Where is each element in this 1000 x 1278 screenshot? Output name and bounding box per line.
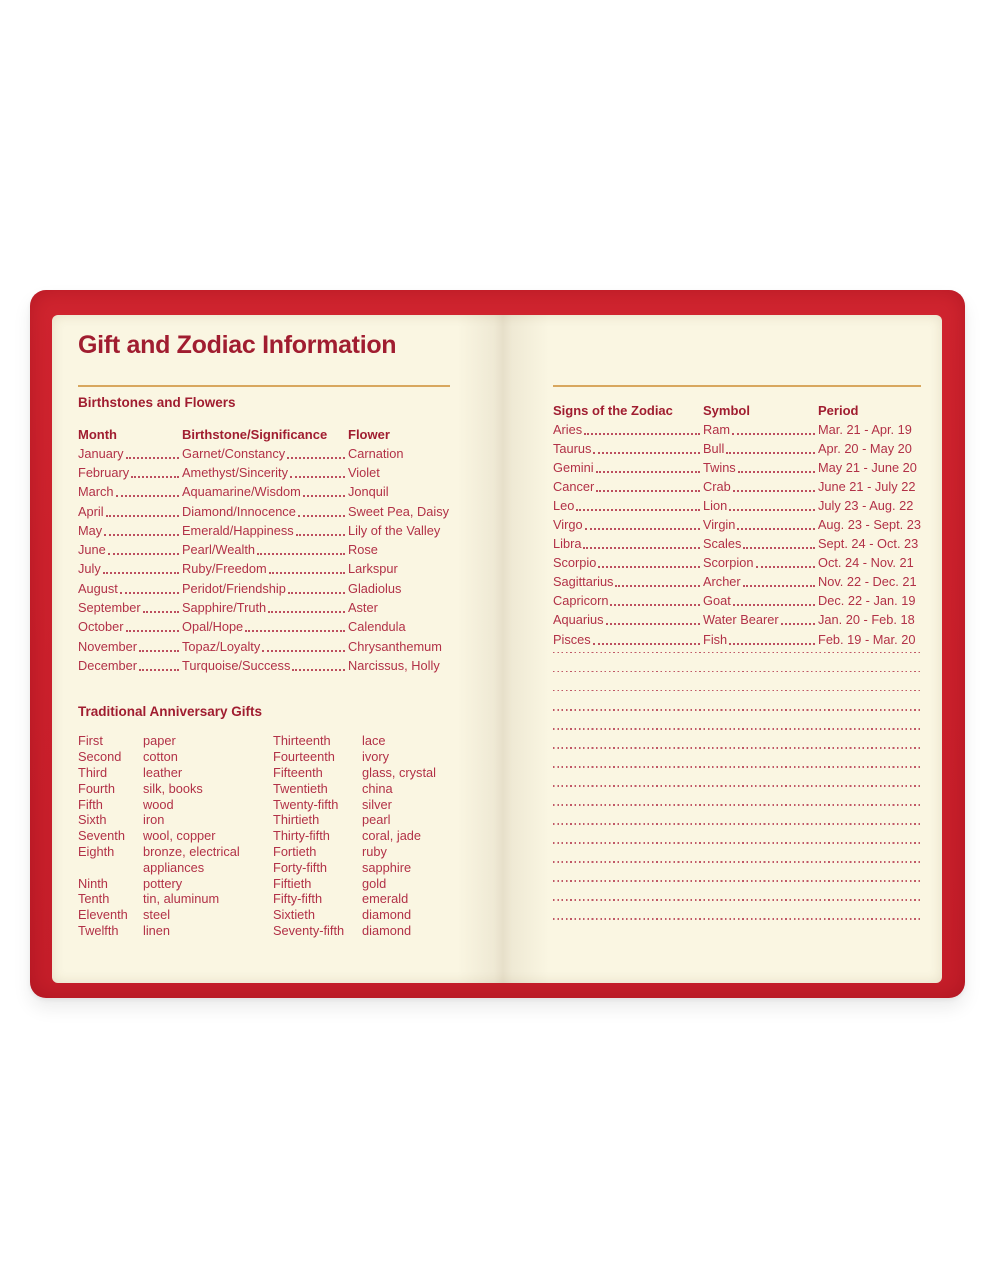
- dot-leader: [743, 573, 815, 587]
- anniversary-gift-row: [273, 797, 450, 813]
- dot-leader: [729, 631, 815, 645]
- period-cell: Nov. 22 - Dec. 21: [818, 574, 917, 590]
- birthstones-table: [78, 445, 450, 677]
- zodiac-row: [553, 535, 921, 554]
- dot-leader: [726, 440, 815, 454]
- symbol-cell: Lion: [703, 497, 818, 514]
- birthstone-row: [78, 638, 450, 657]
- zodiac-row: [553, 611, 921, 630]
- sign-cell: Aquarius: [553, 611, 703, 628]
- gold-rule-left: [78, 385, 450, 387]
- dot-leader: [743, 535, 815, 549]
- anniversary-gifts-column-2: [273, 733, 450, 938]
- birthstone-cell: Emerald/Happiness: [182, 522, 348, 539]
- dot-leader: [298, 503, 345, 517]
- zodiac-row: [553, 554, 921, 573]
- flower-cell: Narcissus, Holly: [348, 657, 440, 673]
- anniversary-ordinal: Fourth: [78, 780, 115, 796]
- symbol-cell: Fish: [703, 631, 818, 648]
- dot-leader: [131, 464, 179, 478]
- anniversary-gift: wool, copper: [143, 828, 216, 844]
- dot-leader: [781, 611, 815, 625]
- anniversary-ordinal: Thirty-fifth: [273, 828, 330, 844]
- anniversary-gift-row: [273, 733, 450, 749]
- anniversary-ordinal: Seventh: [78, 828, 125, 844]
- month-cell: October: [78, 618, 182, 635]
- dot-leader: [139, 657, 179, 671]
- sign-cell: Capricorn: [553, 592, 703, 609]
- gold-rule-right: [553, 385, 921, 387]
- zodiac-table-header: [553, 403, 921, 418]
- anniversary-ordinal: Thirteenth: [273, 733, 331, 749]
- anniversary-ordinal: Eighth: [78, 844, 115, 860]
- birthstone-row: [78, 541, 450, 560]
- anniversary-gift-row: [273, 907, 450, 923]
- dot-leader: [737, 516, 814, 530]
- dot-leader: [268, 599, 345, 613]
- anniversary-gift-row: [273, 828, 450, 844]
- anniversary-ordinal: Fiftieth: [273, 875, 312, 891]
- anniversary-ordinal: Twenty-fifth: [273, 796, 339, 812]
- anniversary-gift: paper: [143, 733, 176, 749]
- anniversary-ordinal: Fifteenth: [273, 765, 323, 781]
- anniversary-ordinal: Ninth: [78, 875, 108, 891]
- zodiac-row: [553, 459, 921, 478]
- dotted-writing-line: [553, 918, 921, 937]
- dot-leader: [738, 459, 815, 473]
- anniversary-gift: linen: [143, 923, 171, 938]
- dotted-writing-line: [553, 690, 921, 709]
- sign-cell: Gemini: [553, 459, 703, 476]
- symbol-cell: Water Bearer: [703, 611, 818, 628]
- anniversary-ordinal: Fortieth: [273, 844, 317, 860]
- dotted-writing-line: [553, 823, 921, 842]
- dot-leader: [296, 522, 345, 536]
- sign-cell: Cancer: [553, 478, 703, 495]
- ruled-lines: [553, 652, 921, 938]
- anniversary-heading: Traditional Anniversary Gifts: [78, 704, 263, 720]
- zodiac-row: [553, 631, 921, 650]
- anniversary-gift-row: [78, 733, 273, 749]
- anniversary-ordinal: Fifth: [78, 796, 103, 812]
- flower-cell: Chrysanthemum: [348, 638, 442, 654]
- period-cell: Dec. 22 - Jan. 19: [818, 593, 916, 609]
- dot-leader: [108, 541, 179, 555]
- dot-leader: [288, 580, 345, 594]
- dot-leader: [596, 478, 700, 492]
- anniversary-gift-row: [78, 923, 273, 939]
- anniversary-gift-row: [78, 765, 273, 781]
- anniversary-gift-row: [78, 749, 273, 765]
- sign-cell: Aries: [553, 421, 703, 438]
- flower-cell: Calendula: [348, 619, 406, 635]
- flower-cell: Rose: [348, 542, 378, 558]
- period-cell: July 23 - Aug. 22: [818, 498, 914, 514]
- anniversary-gift: sapphire: [362, 859, 412, 875]
- dot-leader: [610, 592, 700, 606]
- dot-leader: [732, 421, 815, 435]
- anniversary-gift: diamond: [362, 923, 412, 938]
- month-cell: June: [78, 541, 182, 558]
- month-cell: December: [78, 657, 182, 674]
- dot-leader: [733, 478, 815, 492]
- column-header-sign: Signs of the Zodiac: [553, 403, 673, 418]
- dot-leader: [116, 483, 179, 497]
- right-page: [553, 315, 921, 938]
- sign-cell: Libra: [553, 535, 703, 552]
- symbol-cell: Scorpion: [703, 554, 818, 571]
- zodiac-row: [553, 478, 921, 497]
- dotted-writing-line: [553, 709, 921, 728]
- sign-cell: Leo: [553, 497, 703, 514]
- birthstone-row: [78, 503, 450, 522]
- sign-cell: Sagittarius: [553, 573, 703, 590]
- anniversary-gift-row: [273, 781, 450, 797]
- dot-leader: [593, 631, 700, 645]
- dot-leader: [576, 497, 700, 511]
- zodiac-row: [553, 516, 921, 535]
- column-header-month: Month: [78, 426, 117, 442]
- anniversary-gift-row: [78, 781, 273, 797]
- birthstone-row: [78, 580, 450, 599]
- birthstone-cell: Topaz/Loyalty: [182, 638, 348, 655]
- birthstone-row: [78, 464, 450, 483]
- dotted-writing-line: [553, 671, 921, 690]
- symbol-cell: Ram: [703, 421, 818, 438]
- dot-leader: [598, 554, 700, 568]
- anniversary-ordinal: Third: [78, 765, 108, 781]
- dotted-writing-line: [553, 747, 921, 766]
- anniversary-gift: iron: [143, 812, 165, 828]
- birthstone-row: [78, 483, 450, 502]
- page-title: Gift and Zodiac Information: [78, 331, 397, 359]
- anniversary-ordinal: Twentieth: [273, 780, 328, 796]
- flower-cell: Sweet Pea, Daisy: [348, 503, 450, 519]
- anniversary-gift: pottery: [143, 875, 183, 891]
- birthstone-cell: Amethyst/Sincerity: [182, 464, 348, 481]
- month-cell: November: [78, 638, 182, 655]
- period-cell: Feb. 19 - Mar. 20: [818, 631, 916, 647]
- anniversary-gift-row: [273, 765, 450, 781]
- diary-book-red-cover: [30, 290, 965, 998]
- anniversary-ordinal: Fourteenth: [273, 749, 335, 765]
- zodiac-row: [553, 592, 921, 611]
- flower-cell: Jonquil: [348, 484, 389, 500]
- dot-leader: [615, 573, 700, 587]
- flower-cell: Violet: [348, 464, 380, 480]
- anniversary-gift-row: [273, 812, 450, 828]
- anniversary-gift-row: [78, 891, 273, 907]
- anniversary-gift: leather: [143, 765, 183, 781]
- period-cell: Oct. 24 - Nov. 21: [818, 555, 914, 571]
- month-cell: January: [78, 445, 182, 462]
- birthstone-cell: Peridot/Friendship: [182, 580, 348, 597]
- sign-cell: Pisces: [553, 631, 703, 648]
- anniversary-gift: emerald: [362, 891, 409, 907]
- zodiac-row: [553, 573, 921, 592]
- anniversary-ordinal: Thirtieth: [273, 812, 320, 828]
- dotted-writing-line: [553, 861, 921, 880]
- anniversary-gift-row: [273, 860, 450, 876]
- birthstone-row: [78, 618, 450, 637]
- sign-cell: Virgo: [553, 516, 703, 533]
- anniversary-gift: ivory: [362, 749, 390, 765]
- dotted-writing-line: [553, 785, 921, 804]
- dot-leader: [290, 464, 345, 478]
- anniversary-gift: gold: [362, 875, 387, 891]
- sign-cell: Scorpio: [553, 554, 703, 571]
- birthstone-cell: Aquamarine/Wisdom: [182, 483, 348, 500]
- column-header-symbol: Symbol: [703, 403, 750, 418]
- period-cell: Jan. 20 - Feb. 18: [818, 612, 915, 628]
- anniversary-gift-row: [273, 844, 450, 860]
- flower-cell: Lily of the Valley: [348, 522, 441, 538]
- dot-leader: [733, 592, 815, 606]
- symbol-cell: Virgin: [703, 516, 818, 533]
- flower-cell: Aster: [348, 600, 378, 616]
- anniversary-gift-row: [78, 844, 273, 876]
- period-cell: Aug. 23 - Sept. 23: [817, 517, 921, 533]
- anniversary-gift: glass, crystal: [362, 765, 436, 781]
- dotted-writing-line: [553, 766, 921, 785]
- dotted-writing-line: [553, 842, 921, 861]
- dot-leader: [126, 618, 179, 632]
- dot-leader: [756, 554, 815, 568]
- dot-leader: [245, 618, 345, 632]
- anniversary-gift-row: [78, 876, 273, 892]
- period-cell: May 21 - June 20: [818, 460, 917, 476]
- column-header-birthstone: Birthstone/Significance: [182, 426, 328, 442]
- birthstone-row: [78, 599, 450, 618]
- dot-leader: [606, 611, 700, 625]
- birthstone-cell: Pearl/Wealth: [182, 541, 348, 558]
- anniversary-ordinal: Second: [78, 749, 122, 765]
- period-cell: June 21 - July 22: [818, 479, 916, 495]
- symbol-cell: Archer: [703, 573, 818, 590]
- zodiac-row: [553, 440, 921, 459]
- month-cell: July: [78, 560, 182, 577]
- dot-leader: [269, 560, 345, 574]
- anniversary-ordinal: Sixth: [78, 812, 107, 828]
- dot-leader: [103, 560, 179, 574]
- dot-leader: [120, 580, 179, 594]
- anniversary-ordinal: Eleventh: [78, 907, 128, 923]
- birthstone-row: [78, 560, 450, 579]
- dot-leader: [583, 535, 700, 549]
- anniversary-gift: bronze, electrical appliances: [143, 844, 240, 875]
- dot-leader: [104, 522, 179, 536]
- anniversary-gift-row: [78, 828, 273, 844]
- open-diary-pages: [52, 315, 942, 983]
- column-header-flower: Flower: [348, 426, 390, 442]
- anniversary-gift: lace: [362, 733, 386, 749]
- birthstones-table-header: [78, 427, 450, 442]
- symbol-cell: Crab: [703, 478, 818, 495]
- dot-leader: [729, 497, 815, 511]
- period-cell: Apr. 20 - May 20: [818, 441, 912, 457]
- flower-cell: Larkspur: [348, 561, 398, 577]
- period-cell: Mar. 21 - Apr. 19: [818, 422, 912, 437]
- column-header-period: Period: [818, 403, 859, 418]
- anniversary-gift: wood: [143, 796, 174, 812]
- dot-leader: [143, 599, 179, 613]
- anniversary-gift-row: [78, 907, 273, 923]
- anniversary-gift-row: [273, 923, 450, 939]
- birthstone-row: [78, 445, 450, 464]
- dot-leader: [585, 516, 700, 530]
- anniversary-gift: steel: [143, 907, 171, 923]
- book-spine-gutter: [457, 315, 549, 983]
- anniversary-gift: pearl: [362, 812, 391, 828]
- anniversary-gift: silver: [362, 796, 392, 812]
- symbol-cell: Twins: [703, 459, 818, 476]
- anniversary-gift-row: [273, 876, 450, 892]
- symbol-cell: Goat: [703, 592, 818, 609]
- sign-cell: Taurus: [553, 440, 703, 457]
- dotted-writing-line: [553, 804, 921, 823]
- month-cell: April: [78, 503, 182, 520]
- anniversary-gift: diamond: [362, 907, 412, 923]
- zodiac-table: [553, 421, 921, 650]
- birthstone-cell: Sapphire/Truth: [182, 599, 348, 616]
- anniversary-gift-row: [78, 812, 273, 828]
- month-cell: March: [78, 483, 182, 500]
- birthstone-row: [78, 657, 450, 676]
- flower-cell: Gladiolus: [348, 580, 402, 596]
- anniversary-gift-row: [273, 749, 450, 765]
- symbol-cell: Scales: [703, 535, 818, 552]
- anniversary-gift: coral, jade: [362, 828, 422, 844]
- anniversary-gift: ruby: [362, 844, 387, 860]
- birthstone-cell: Diamond/Innocence: [182, 503, 348, 520]
- anniversary-ordinal: Sixtieth: [273, 907, 315, 923]
- anniversary-ordinal: Tenth: [78, 891, 110, 907]
- dotted-writing-line: [553, 728, 921, 747]
- anniversary-ordinal: Seventy-fifth: [273, 923, 345, 938]
- dot-leader: [596, 459, 700, 473]
- birthstone-cell: Garnet/Constancy: [182, 445, 348, 462]
- dot-leader: [292, 657, 345, 671]
- dotted-writing-line: [553, 652, 921, 671]
- anniversary-gift-row: [78, 797, 273, 813]
- zodiac-row: [553, 421, 921, 440]
- anniversary-gift: cotton: [143, 749, 178, 765]
- flower-cell: Carnation: [348, 445, 404, 461]
- birthstone-cell: Ruby/Freedom: [182, 560, 348, 577]
- anniversary-gifts-list: [78, 733, 450, 938]
- left-page: [78, 315, 450, 939]
- dot-leader: [584, 421, 700, 435]
- symbol-cell: Bull: [703, 440, 818, 457]
- dotted-writing-line: [553, 899, 921, 918]
- dotted-writing-line: [553, 880, 921, 899]
- dot-leader: [593, 440, 700, 454]
- anniversary-gift: china: [362, 780, 393, 796]
- zodiac-row: [553, 497, 921, 516]
- anniversary-ordinal: First: [78, 733, 103, 749]
- anniversary-ordinal: Fifty-fifth: [273, 891, 323, 907]
- birthstone-row: [78, 522, 450, 541]
- month-cell: February: [78, 464, 182, 481]
- anniversary-gift-row: [273, 891, 450, 907]
- dot-leader: [139, 638, 179, 652]
- dot-leader: [257, 541, 345, 555]
- anniversary-gifts-column-1: [78, 733, 273, 938]
- dot-leader: [126, 445, 179, 459]
- birthstone-cell: Opal/Hope: [182, 618, 348, 635]
- month-cell: May: [78, 522, 182, 539]
- dot-leader: [106, 503, 179, 517]
- dot-leader: [303, 483, 345, 497]
- birthstone-cell: Turquoise/Success: [182, 657, 348, 674]
- month-cell: August: [78, 580, 182, 597]
- dot-leader: [287, 445, 345, 459]
- dot-leader: [262, 638, 345, 652]
- month-cell: September: [78, 599, 182, 616]
- anniversary-gift: tin, aluminum: [143, 891, 220, 907]
- birthstones-heading: Birthstones and Flowers: [78, 394, 236, 410]
- anniversary-gift: silk, books: [143, 780, 203, 796]
- anniversary-ordinal: Forty-fifth: [273, 859, 328, 875]
- period-cell: Sept. 24 - Oct. 23: [818, 536, 919, 552]
- anniversary-ordinal: Twelfth: [78, 923, 119, 938]
